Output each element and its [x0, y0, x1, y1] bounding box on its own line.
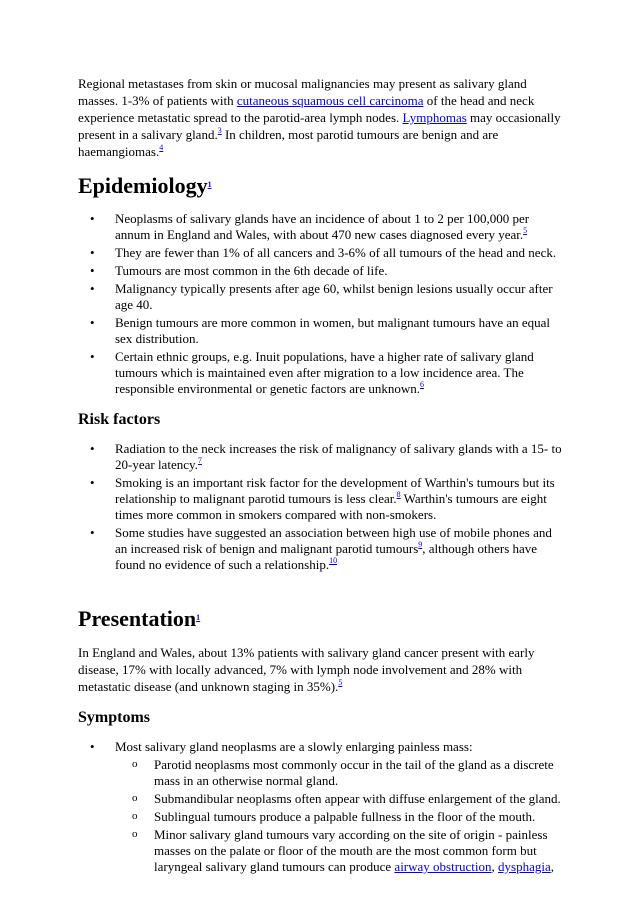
symptoms-sublist — [115, 757, 564, 875]
ref-link[interactable]: 5 — [338, 678, 343, 687]
symptoms-list — [78, 739, 564, 875]
list-item — [78, 349, 564, 397]
separator-text: , — [491, 859, 499, 874]
heading-symptoms: Symptoms — [78, 709, 151, 726]
ref-link[interactable]: 7 — [197, 456, 202, 465]
list-item-text: Benign tumours are more common in women, but malignant tumours have an equal sex distribution. — [115, 315, 551, 346]
ref-link[interactable]: 3 — [217, 126, 222, 135]
list-item — [78, 281, 564, 313]
list-item-text: , although others have found no evidence of such a relationship. — [115, 541, 538, 572]
list-item — [78, 475, 564, 523]
document-content — [78, 75, 564, 877]
list-item-text: Some studies have suggested an association between high use of mobile phones and an increased risk of benign and malignant parotid tumours — [115, 525, 552, 556]
list-item — [78, 525, 564, 573]
list-item-text: Most salivary gland neoplasms are a slowly enlarging painless mass: — [115, 739, 473, 754]
link-dysphagia[interactable]: dysphagia — [498, 859, 551, 874]
heading-presentation — [78, 606, 564, 632]
list-item-text: Malignancy typically presents after age 60, whilst benign lesions usually occur after age 40. — [115, 281, 553, 312]
heading-epidemiology — [78, 173, 564, 199]
list-item — [78, 245, 564, 261]
intro-paragraph — [78, 75, 564, 160]
intro-text-2: of the head and neck experience metastatic spread to the parotid-area lymph nodes. — [78, 93, 535, 125]
list-item — [78, 263, 564, 279]
list-item — [78, 315, 564, 347]
ref-link[interactable]: 6 — [420, 380, 425, 389]
list-item — [78, 211, 564, 243]
list-item-text: Radiation to the neck increases the risk of malignancy of salivary glands with a 15- to 20-year latency. — [115, 441, 562, 472]
intro-text-4: In children, most parotid tumours are benign and are haemangiomas. — [78, 127, 499, 159]
list-item — [78, 739, 564, 875]
presentation-text: In England and Wales, about 13% patients with salivary gland cancer present with early disease, 17% with locally advanced, 7% with lymph node involvement and 28% with metastatic disease (and unknown staging in 35%). — [78, 645, 535, 694]
risk-factors-list — [78, 441, 564, 573]
ref-link[interactable]: 8 — [396, 490, 401, 499]
sublist-item-text: Submandibular neoplasms often appear with diffuse enlargement of the gland. — [154, 791, 561, 806]
ref-link[interactable]: 4 — [159, 143, 164, 152]
list-item-text: Certain ethnic groups, e.g. Inuit populations, have a higher rate of salivary gland tumours which is maintained even after migration to a low incidence area. The responsible environmental or genetic factors are unknown. — [115, 349, 534, 396]
intro-text-3: may occasionally present in a salivary gland. — [78, 110, 561, 142]
sublist-item — [115, 827, 564, 875]
ref-link[interactable]: 1 — [207, 180, 212, 189]
sublist-item — [115, 809, 564, 825]
link-cutaneous-scc[interactable]: cutaneous squamous cell carcinoma — [236, 93, 424, 108]
heading-text: Epidemiology — [78, 173, 208, 198]
link-lymphomas[interactable]: Lymphomas — [402, 110, 467, 125]
link-airway-obstruction[interactable]: airway obstruction — [394, 859, 492, 874]
ref-link[interactable]: 10 — [329, 556, 338, 565]
epidemiology-list — [78, 211, 564, 397]
heading-text: Presentation — [78, 606, 197, 631]
intro-text-1: Regional metastases from skin or mucosal malignancies may present as salivary gland masses. 1-3% of patients with — [78, 76, 527, 108]
list-item-text: They are fewer than 1% of all cancers and 3-6% of all tumours of the head and neck. — [115, 245, 557, 260]
sublist-item-text: Sublingual tumours produce a palpable fullness in the floor of the mouth. — [154, 809, 536, 824]
sublist-item — [115, 791, 564, 807]
sublist-item-text: Parotid neoplasms most commonly occur in the tail of the gland as a discrete mass in an otherwise normal gland. — [154, 757, 554, 788]
ref-link[interactable]: 9 — [418, 540, 423, 549]
list-item — [78, 441, 564, 473]
list-item-text: Neoplasms of salivary glands have an incidence of about 1 to 2 per 100,000 per annum in England and Wales, with about 470 new cases diagnosed every year. — [115, 211, 530, 242]
ref-link[interactable]: 5 — [523, 226, 528, 235]
list-item-text: Warthin's tumours are eight times more common in smokers compared with non-smokers. — [115, 491, 547, 522]
list-item-text: Smoking is an important risk factor for the development of Warthin's tumours but its relationship to malignant parotid tumours is less clear. — [115, 475, 555, 506]
heading-risk-factors: Risk factors — [78, 411, 161, 428]
sublist-item-text: Minor salivary gland tumours vary according on the site of origin - painless masses on the palate or floor of the mouth are the most common form but laryngeal salivary gland tumours can produce — [154, 827, 548, 874]
trailing-text: , — [550, 859, 555, 874]
sublist-item — [115, 757, 564, 789]
presentation-paragraph — [78, 644, 564, 695]
ref-link[interactable]: 1 — [196, 613, 201, 622]
list-item-text: Tumours are most common in the 6th decade of life. — [115, 263, 388, 278]
